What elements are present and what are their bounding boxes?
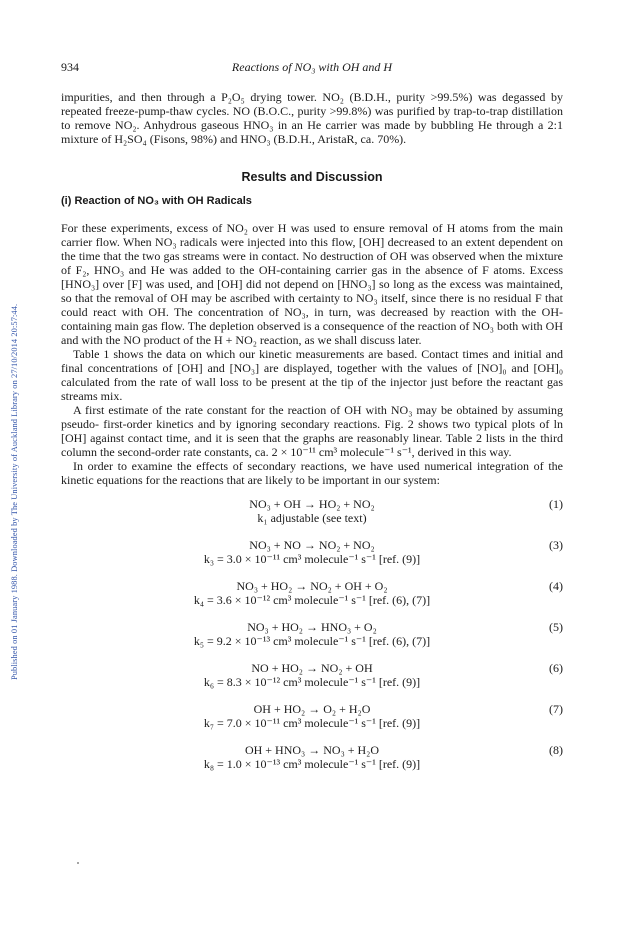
reaction-equation: NO₃ + OH → HO₂ + NO₂ [249, 497, 375, 511]
reaction-number: (8) [549, 743, 563, 757]
reaction-7 [61, 702, 563, 743]
download-watermark-text: Published on 01 January 1988. Downloaded by The University of Auckland Library on 27/10/2014 20:57:44. [10, 303, 19, 680]
reaction-number: (6) [549, 661, 563, 675]
reaction-equation: NO₃ + NO → NO₂ + NO₂ [249, 538, 375, 552]
reaction-number: (7) [549, 702, 563, 716]
intro-paragraph: impurities, and then through a P₂O₅ drying tower. NO₂ (B.D.H., purity >99.5%) was degassed by repeated freeze-pump-thaw cycles. NO (B.O.C., purity >99.8%) was purified by trap-to-trap distillation to remove NO₂. Anhydrous gaseous HNO₃ in an He carrier was made by bubbling He through a 2:1 mixture of H₂SO₄ (Fisons, 98%) and HNO₃ (B.D.H., AristaR, ca. 70%). [61, 90, 563, 146]
download-watermark [10, 60, 24, 680]
reaction-equation: NO + HO₂ → NO₂ + OH [251, 661, 373, 675]
paragraph-secondary-reactions: In order to examine the effects of secondary reactions, we have used numerical integration of the kinetic equations for the reactions that are likely to be important in our system: [61, 459, 563, 487]
reaction-equation: NO₃ + HO₂ → NO₂ + OH + O₂ [236, 579, 388, 593]
reaction-5 [61, 620, 563, 661]
rate-constant: k₃ = 3.0 × 10⁻¹¹ cm³ molecule⁻¹ s⁻¹ [ref. (9)] [203, 552, 421, 566]
reaction-number: (4) [549, 579, 563, 593]
paragraph-table1: Table 1 shows the data on which our kinetic measurements are based. Contact times and initial and final concentrations of [OH] and [NO₃] are displayed, together with the values of [NO]₀ and [OH]₀ calculated from the rate of wall loss to be present at the tip of the injector just before the reactant gas streams mix. [61, 347, 563, 403]
reaction-number: (3) [549, 538, 563, 552]
page-number: 934 [61, 60, 79, 74]
reaction-6 [61, 661, 563, 702]
paragraph-experiments: For these experiments, excess of NO₂ over H was used to ensure removal of H atoms from the main carrier flow. When NO₃ radicals were injected into this flow, [OH] decreased to an extent dependent on the time that the two gas streams were in contact. No destruction of OH was observed when the mixture of F₂, HNO₃ and He was added to the OH-containing carrier gas in the absence of F atoms. Excess [HNO₃] over [F] was used, and [OH] did not depend on [HNO₃] so long as the excess was maintained, so that the removal of OH may be ascribed with certainty to NO₃ itself, since there is no residual F that could react with OH. The concentration of NO₃, in turn, was decreased by reaction with the OH-containing main gas flow. The depletion observed is a consequence of the reaction of NO₃ both with OH and with the NO product of the H + NO₂ reaction, as we shall discuss later. [61, 221, 563, 347]
rate-constant: k₆ = 8.3 × 10⁻¹² cm³ molecule⁻¹ s⁻¹ [ref. (9)] [203, 675, 421, 689]
reaction-equation: OH + HNO₃ → NO₃ + H₂O [244, 743, 380, 757]
reaction-1 [61, 497, 563, 538]
reaction-number: (5) [549, 620, 563, 634]
reaction-4 [61, 579, 563, 620]
article-body [61, 90, 563, 784]
reaction-equation: NO₃ + HO₂ → HNO₃ + O₂ [247, 620, 377, 634]
subsection-heading: (i) Reaction of NO₃ with OH Radicals [61, 195, 252, 207]
rate-constant: k₇ = 7.0 × 10⁻¹¹ cm³ molecule⁻¹ s⁻¹ [ref. (9)] [203, 716, 421, 730]
page-header [61, 60, 563, 78]
rate-constant: k₄ = 3.6 × 10⁻¹² cm³ molecule⁻¹ s⁻¹ [ref. (6), (7)] [193, 593, 431, 607]
reaction-3 [61, 538, 563, 579]
margin-speck [77, 862, 79, 864]
rate-constant: k₈ = 1.0 × 10⁻¹³ cm³ molecule⁻¹ s⁻¹ [ref. (9)] [203, 757, 421, 771]
rate-constant: k₁ adjustable (see text) [257, 511, 367, 525]
running-title: Reactions of NO₃ with OH and H [231, 60, 393, 74]
paragraph-first-estimate: A first estimate of the rate constant for the reaction of OH with NO₃ may be obtained by assuming pseudo- first-order kinetics and by ignoring secondary reactions. Fig. 2 shows two typical plots of ln [OH] against contact time, and it is seen that the graphs are reasonably linear. Table 2 lists in the third column the second-order rate constants, ca. 2 × 10⁻¹¹ cm³ molecule⁻¹ s⁻¹, derived in this way. [61, 403, 563, 459]
rate-constant: k₅ = 9.2 × 10⁻¹³ cm³ molecule⁻¹ s⁻¹ [ref. (6), (7)] [193, 634, 431, 648]
reaction-list [61, 497, 563, 784]
reaction-8 [61, 743, 563, 784]
reaction-number: (1) [549, 497, 563, 511]
section-heading: Results and Discussion [241, 170, 383, 184]
reaction-equation: OH + HO₂ → O₂ + H₂O [253, 702, 371, 716]
